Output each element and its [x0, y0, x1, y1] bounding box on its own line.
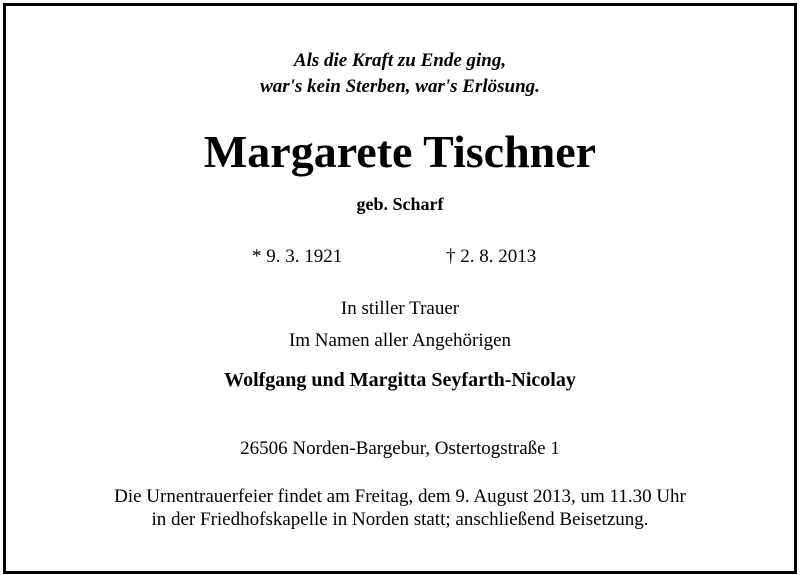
family-names: Wolfgang und Margitta Seyfarth-Nicolay	[224, 369, 576, 391]
death-date: † 2. 8. 2013	[446, 246, 537, 267]
ceremony-line-1: Die Urnentrauerfeier findet am Freitag, dem 9. August 2013, um 11.30 Uhr	[114, 486, 686, 507]
address: 26506 Norden-Bargebur, Ostertogstraße 1	[240, 438, 560, 459]
deceased-name: Margarete Tischner	[203, 126, 597, 177]
maiden-name: geb. Scharf	[356, 194, 444, 214]
ceremony-line-2: in der Friedhofskapelle in Norden statt; anschließend Beisetzung.	[151, 509, 649, 530]
mourning-line-1: In stiller Trauer	[340, 298, 460, 319]
mourning-line-2: Im Namen aller Angehörigen	[288, 330, 512, 351]
motto-line-1: Als die Kraft zu Ende ging,	[293, 50, 507, 71]
birth-date: * 9. 3. 1921	[252, 246, 343, 267]
motto-line-2: war's kein Sterben, war's Erlösung.	[260, 76, 540, 97]
motto-block	[6, 48, 794, 100]
obituary-notice	[3, 3, 797, 574]
